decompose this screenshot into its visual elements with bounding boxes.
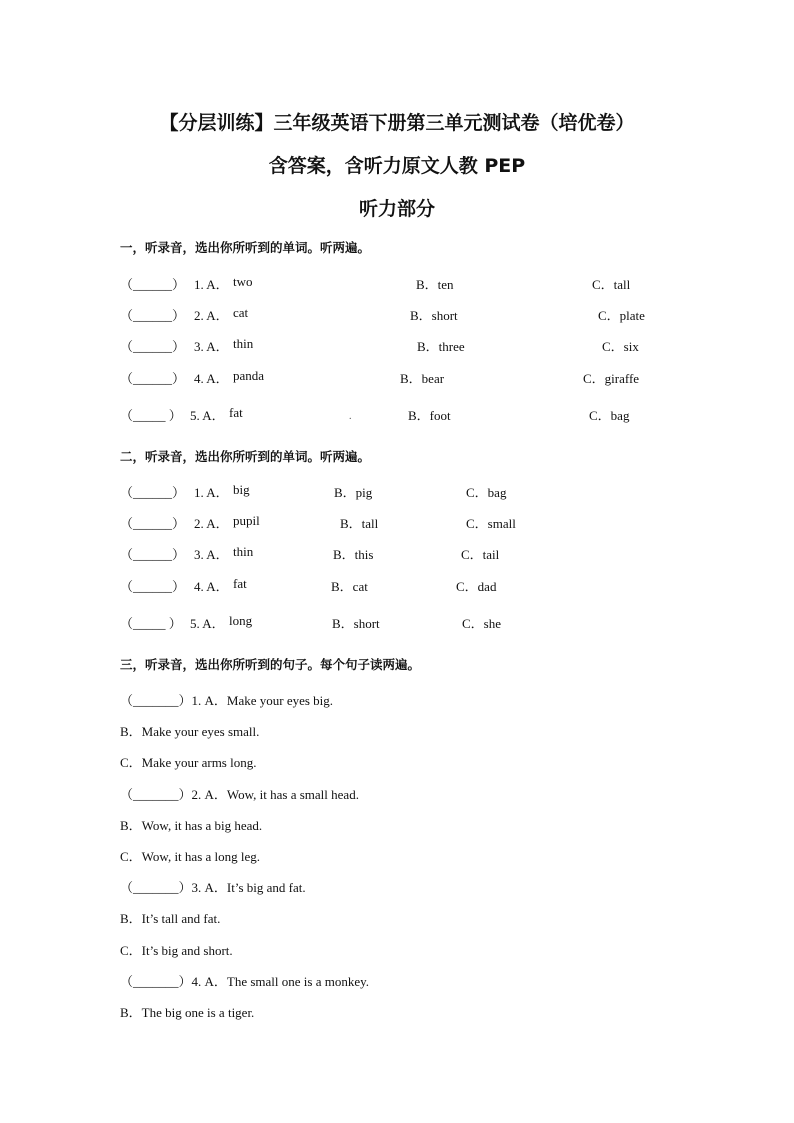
section3-heading: 三，听录音，选出你所听到的句子。每个句子读两遍。	[120, 657, 421, 672]
option-c: C．she	[462, 616, 502, 631]
option-c: C．small	[466, 516, 516, 531]
option-a: two	[233, 274, 253, 289]
section3-line: B．The big one is a tiger.	[120, 1005, 255, 1020]
answer-blank[interactable]: （______）	[120, 308, 186, 323]
question-number: 4. A．	[194, 371, 229, 386]
option-a: fat	[233, 576, 247, 591]
option-a: long	[229, 613, 253, 628]
section3-line: （_______）3. A．It’s big and fat.	[120, 880, 306, 895]
option-b: B．tall	[340, 516, 379, 531]
question-number: 5. A．	[190, 408, 225, 423]
option-c: C．six	[602, 339, 639, 354]
question-number: 2. A．	[194, 516, 229, 531]
doc-title-line1: 【分层训练】三年级英语下册第三单元测试卷（培优卷）	[159, 112, 635, 134]
section3-line: B．Wow, it has a big head.	[120, 818, 263, 833]
stray-dot: .	[349, 411, 352, 422]
answer-blank[interactable]: （______）	[120, 579, 186, 594]
section3-line: （_______）2. A．Wow, it has a small head.	[120, 787, 359, 802]
option-b: B．foot	[408, 408, 451, 423]
option-a: pupil	[233, 513, 260, 528]
option-c: C．plate	[598, 308, 645, 323]
question-number: 3. A．	[194, 339, 229, 354]
doc-title-line2: 含答案，含听力原文人教 PEP	[268, 155, 526, 177]
answer-blank[interactable]: （______）	[120, 485, 186, 500]
option-c: C．bag	[466, 485, 507, 500]
section2-heading: 二，听录音，选出你所听到的单词。听两遍。	[120, 449, 371, 464]
section3-line: C．Wow, it has a long leg.	[120, 849, 261, 864]
question-number: 1. A．	[194, 277, 229, 292]
section3-line: C．Make your arms long.	[120, 755, 257, 770]
question-number: 5. A．	[190, 616, 225, 631]
answer-blank[interactable]: （_____ ）	[120, 616, 182, 631]
option-b: B．cat	[331, 579, 368, 594]
question-number: 3. A．	[194, 547, 229, 562]
answer-blank[interactable]: （______）	[120, 277, 186, 292]
option-a: big	[233, 482, 250, 497]
section1-heading: 一，听录音，选出你所听到的单词。听两遍。	[120, 240, 371, 255]
option-a: thin	[233, 544, 254, 559]
option-c: C．bag	[589, 408, 630, 423]
option-a: thin	[233, 336, 254, 351]
answer-blank[interactable]: （_____ ）	[120, 408, 182, 423]
section3-line: （_______）1. A．Make your eyes big.	[120, 693, 334, 708]
option-b: B．short	[410, 308, 458, 323]
question-number: 2. A．	[194, 308, 229, 323]
option-c: C．tall	[592, 277, 631, 292]
section3-line: （_______）4. A．The small one is a monkey.	[120, 974, 370, 989]
option-b: B．bear	[400, 371, 445, 386]
section3-line: C．It’s big and short.	[120, 943, 233, 958]
option-a: panda	[233, 368, 265, 383]
question-number: 4. A．	[194, 579, 229, 594]
answer-blank[interactable]: （______）	[120, 371, 186, 386]
option-b: B．three	[417, 339, 465, 354]
section3-line: B．It’s tall and fat.	[120, 911, 221, 926]
answer-blank[interactable]: （______）	[120, 339, 186, 354]
question-number: 1. A．	[194, 485, 229, 500]
option-a: fat	[229, 405, 243, 420]
option-c: C．tail	[461, 547, 500, 562]
option-b: B．short	[332, 616, 380, 631]
option-a: cat	[233, 305, 249, 320]
section3-line: B．Make your eyes small.	[120, 724, 260, 739]
option-b: B．pig	[334, 485, 373, 500]
option-b: B．this	[333, 547, 374, 562]
answer-blank[interactable]: （______）	[120, 547, 186, 562]
answer-blank[interactable]: （______）	[120, 516, 186, 531]
option-b: B．ten	[416, 277, 454, 292]
option-c: C．dad	[456, 579, 497, 594]
option-c: C．giraffe	[583, 371, 640, 386]
doc-title-line3: 听力部分	[358, 198, 435, 220]
